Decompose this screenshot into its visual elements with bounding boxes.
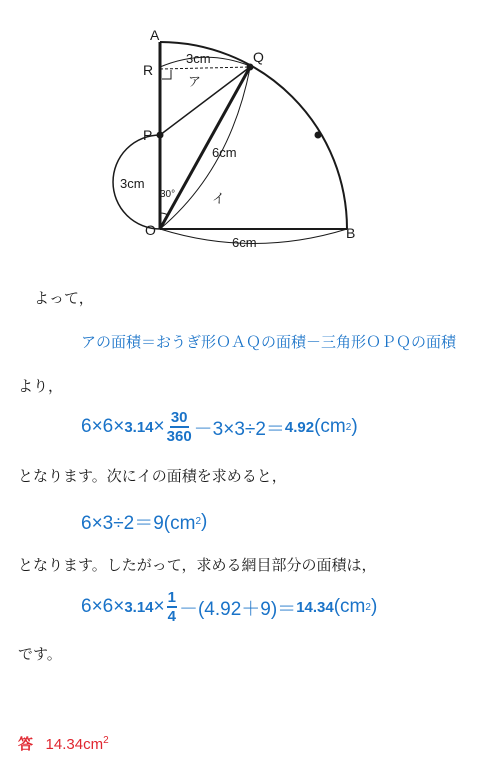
fraction-1-4: $\frac{1}{4}$ — [167, 589, 176, 625]
mid-text-1: となります。次にイの面積を求めると， — [18, 467, 287, 485]
region-i-label: イ — [212, 191, 226, 206]
intro-text: よって， — [34, 289, 94, 307]
region-a-label: ア — [188, 74, 202, 89]
answer-value: 14.34cm — [45, 736, 104, 753]
equation-1: 6×6× 3.14 × $\frac{30}{360}$ －3×3÷2＝ 4.92 (cm 2 ) — [81, 409, 358, 445]
yori-text: より， — [18, 377, 64, 395]
dim-op-label: 3cm — [120, 176, 145, 191]
mid-text-2: となります。したがって，求める網目部分の面積は， — [18, 556, 377, 574]
label-a: A — [150, 27, 160, 43]
geometry-figure — [0, 0, 500, 260]
answer: 答 $14.34cm^2$ — [18, 735, 109, 753]
point-p — [157, 132, 164, 139]
segment-rq — [160, 67, 250, 69]
label-r: R — [143, 62, 154, 78]
dim-rq-label: 3cm — [186, 51, 211, 66]
right-angle-mark — [162, 70, 171, 79]
angle-label: 30° — [160, 189, 176, 200]
dim-ob-label: 6cm — [232, 235, 257, 250]
label-o: O — [145, 222, 156, 238]
segment-pq — [160, 67, 250, 135]
equation-2: 6×3÷2＝9(cm 2 ) — [81, 510, 208, 534]
answer-label: 答 — [18, 736, 34, 753]
area-formula-text: アの面積＝おうぎ形ＯＡＱの面積－三角形ＯＰＱの面積 — [81, 334, 457, 351]
label-q: Q — [253, 49, 264, 65]
fraction-30-360: $\frac{30}{360}$ — [166, 409, 192, 445]
arc-midpoint — [315, 132, 322, 139]
label-p: P — [143, 127, 153, 143]
equation-3: 6×6× 3.14 × $\frac{1}{4}$ －(4.92＋9)＝ 14.34 (cm 2 ) — [81, 589, 378, 625]
dim-oq-label: 6cm — [212, 145, 237, 160]
end-text: です。 — [18, 645, 62, 663]
label-b: B — [346, 225, 356, 241]
